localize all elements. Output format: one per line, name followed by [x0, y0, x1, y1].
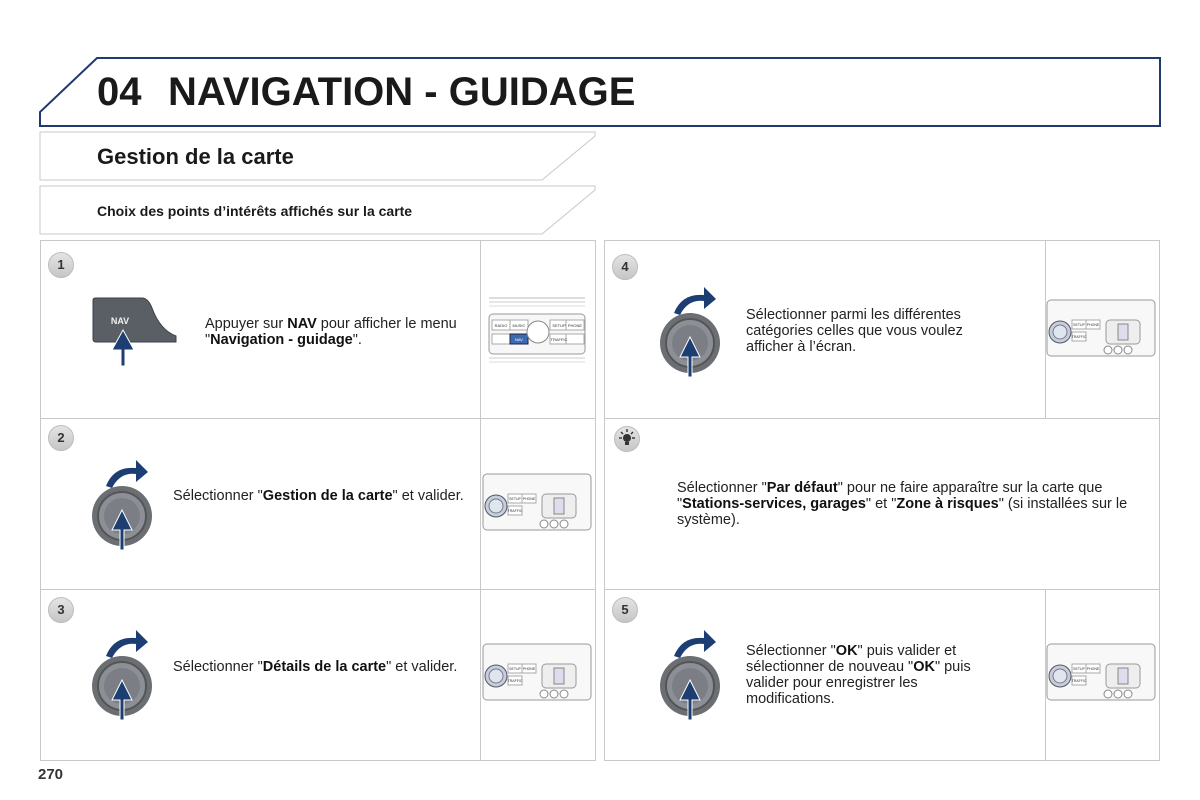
radio-panel-illustration	[482, 470, 592, 536]
radio-panel-illustration	[1046, 640, 1156, 706]
lightbulb-icon	[615, 427, 639, 451]
step-1-text: Appuyer sur NAV pour afficher le menu "Navigation - guidage".	[205, 316, 457, 348]
phone-key-label: PHONE	[567, 323, 583, 328]
radio-panel-illustration	[1046, 296, 1156, 362]
subsection-title: Choix des points d’intérêts affichés sur la carte	[97, 203, 413, 219]
section-title: Gestion de la carte	[97, 144, 294, 169]
traffic-key-label: TRAFFIC	[550, 337, 568, 342]
traffic-key-label: TRAFFIC	[1071, 679, 1087, 683]
nav-key-label: NAV	[515, 337, 523, 342]
radio-panel-illustration	[482, 640, 592, 706]
setup-key-label: SETUP	[1073, 667, 1085, 671]
traffic-key-label: TRAFFIC	[507, 679, 523, 683]
divider	[605, 418, 1159, 419]
page-number: 270	[38, 766, 64, 783]
step-number-2: 2	[48, 425, 74, 451]
chapter-number: 04	[97, 70, 142, 114]
step-number-5: 5	[612, 597, 638, 623]
setup-key-label: SETUP	[509, 497, 521, 501]
phone-key-label: PHONE	[522, 497, 536, 501]
divider	[41, 418, 595, 419]
traffic-key-label: TRAFFIC	[1071, 335, 1087, 339]
nav-key-label: NAV	[110, 316, 130, 326]
step-2-text: Sélectionner "Gestion de la carte" et valider.	[173, 488, 464, 504]
phone-key-label: PHONE	[1086, 323, 1100, 327]
radio-key-label: RADIO	[494, 323, 508, 328]
image-column	[480, 241, 481, 760]
step-4-text: Sélectionner parmi les différentes catégories celles que vous voulez afficher à l’écran.	[746, 307, 963, 355]
setup-key-label: SETUP	[552, 323, 566, 328]
rotary-knob-illustration	[88, 626, 160, 722]
divider	[605, 589, 1159, 590]
music-key-label: MUSIC	[512, 323, 526, 328]
tip-text: Sélectionner "Par défaut" pour ne faire apparaître sur la carte que "Stations-services, garages" et "Zone à risques" (si installées sur le système).	[677, 480, 1128, 528]
setup-key-label: SETUP	[509, 667, 521, 671]
step-number-1: 1	[48, 252, 74, 278]
tip-badge	[614, 426, 640, 452]
phone-key-label: PHONE	[1086, 667, 1100, 671]
setup-key-label: SETUP	[1073, 323, 1085, 327]
traffic-key-label: TRAFFIC	[507, 509, 523, 513]
rotary-knob-illustration	[88, 456, 160, 552]
step-number-3: 3	[48, 597, 74, 623]
step-3-text: Sélectionner "Détails de la carte" et valider.	[173, 659, 458, 675]
step-5-text: Sélectionner "OK" puis valider et sélectionner de nouveau "OK" puis valider pour enregistrer les modifications.	[746, 643, 971, 707]
phone-key-label: PHONE	[522, 667, 536, 671]
nav-button-illustration	[90, 296, 180, 368]
divider	[41, 589, 595, 590]
page-title: NAVIGATION - GUIDAGE	[168, 70, 636, 114]
step-number-4: 4	[612, 254, 638, 280]
rotary-knob-illustration	[656, 626, 728, 722]
radio-panel-nav-illustration	[488, 294, 586, 370]
rotary-knob-illustration	[656, 283, 728, 379]
